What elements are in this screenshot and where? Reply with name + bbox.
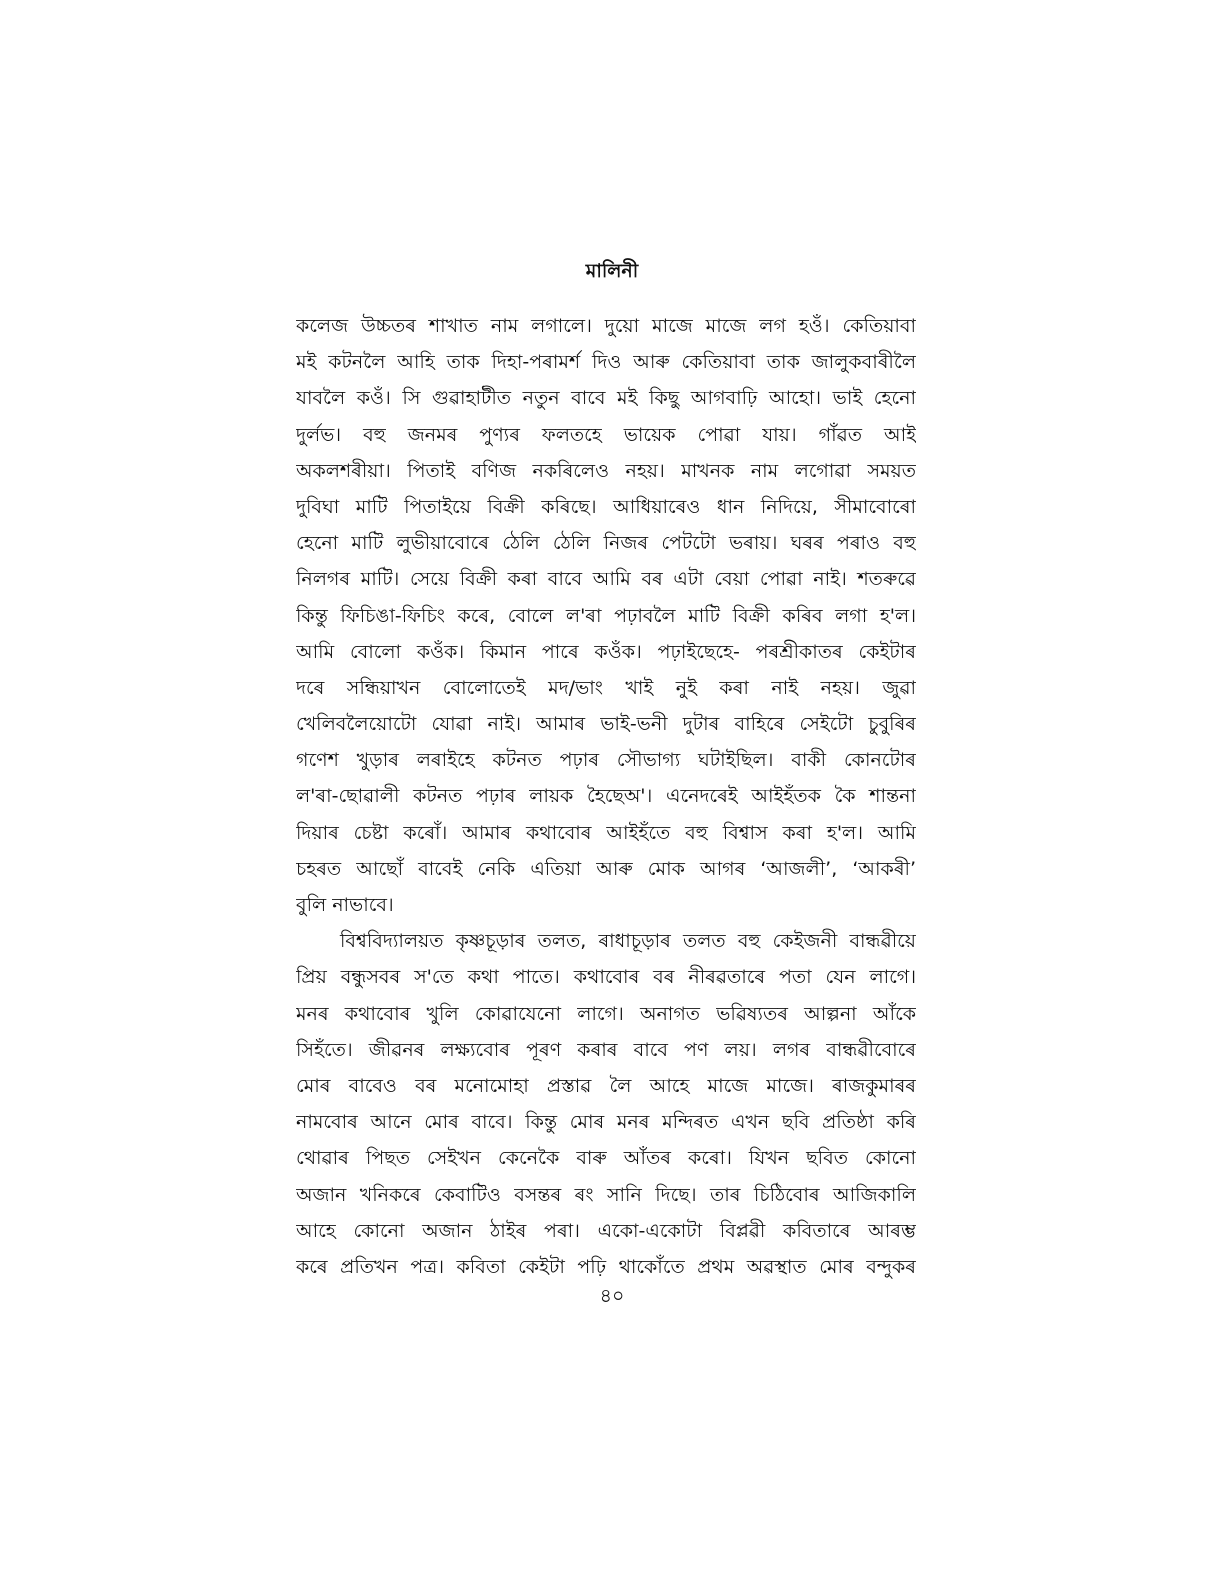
text-line: দিয়াৰ চেষ্টা কৰোঁ। আমাৰ কথাবোৰ আইহঁতে বহু বিশ্বাস কৰা হ'ল। আমি: [296, 821, 916, 844]
body-text: [296, 308, 916, 1285]
paragraph-1: [296, 308, 916, 923]
running-header: মালিনী: [585, 260, 639, 282]
text-line: নিলগৰ মাটি। সেয়ে বিক্ৰী কৰা বাবে আমি বৰ এটা বেয়া পোৱা নাই। শতৰুৱে: [296, 568, 916, 591]
text-line: মনৰ কথাবোৰ খুলি কোৱাযেনো লাগে। অনাগত ভৱিষ্যতৰ আল্পনা আঁকে: [296, 1002, 916, 1025]
text-line: বুলি নাভাবে।: [296, 894, 394, 916]
text-line: আহে কোনো অজান ঠাইৰ পৰা। একো-একোটা বিপ্লৱী কবিতাৰে আৰম্ভ: [296, 1219, 916, 1242]
text-line: গণেশ খুড়াৰ লৰাইহে কটনত পঢ়াৰ সৌভাগ্য ঘটাইছিল। বাকী কোনটোৰ: [296, 749, 916, 772]
text-line: বিশ্ববিদ্যালয়ত কৃষ্ণচূড়াৰ তলত, ৰাধাচূড়াৰ তলত বহু কেইজনী বান্ধৱীয়ে: [340, 930, 916, 953]
text-line: অকলশৰীয়া। পিতাই বণিজ নকৰিলেও নহয়। মাখনক নাম লগোৱা সময়ত: [296, 459, 916, 482]
text-line: যাবলৈ কওঁ। সি গুৱাহাটীত নতুন বাবে মই কিছু আগবাঢ়ি আহো। ভাই হেনো: [296, 387, 916, 410]
text-line: খেলিবলৈয়োটো যোৱা নাই। আমাৰ ভাই-ভনী দুটাৰ বাহিৰে সেইটো চুবুৰিৰ: [296, 713, 916, 736]
text-line: সিহঁতে। জীৱনৰ লক্ষ্যবোৰ পূৰণ কৰাৰ বাবে পণ লয়। লগৰ বান্ধৱীবোৰে: [296, 1038, 916, 1061]
text-line: দুৰ্লভ। বহু জনমৰ পুণ্যৰ ফলতহে ভায়েক পোৱা যায়। গাঁৱত আই: [296, 423, 916, 446]
paragraph-2: [296, 923, 916, 1285]
text-line: কলেজ উচ্চতৰ শাখাত নাম লগালে। দুয়ো মাজে মাজে লগ হওঁ। কেতিয়াবা: [296, 315, 916, 337]
page-number: ৪০: [599, 1285, 625, 1307]
text-line: চহৰত আছোঁ বাবেই নেকি এতিয়া আৰু মোক আগৰ ‘আজলী’, ‘আকৰী’: [296, 857, 916, 880]
text-line: কৰে প্ৰতিখন পত্ৰ। কবিতা কেইটা পঢ়ি থাকোঁতে প্ৰথম অৱস্থাত মোৰ বন্দুকৰ: [296, 1255, 916, 1278]
text-line: আমি বোলো কওঁক। কিমান পাৰে কওঁক। পঢ়াইছেহে- পৰশ্ৰীকাতৰ কেইটাৰ: [296, 640, 916, 663]
text-line: প্ৰিয় বন্ধুসবৰ স'তে কথা পাতে। কথাবোৰ বৰ নীৰৱতাৰে পতা যেন লাগে।: [296, 966, 916, 989]
text-line: দুবিঘা মাটি পিতাইয়ে বিক্ৰী কৰিছে। আধিয়াৰেও ধান নিদিয়ে, সীমাবোৰো: [296, 495, 916, 518]
text-line: অজান খনিকৰে কেবাটিও বসন্তৰ ৰং সানি দিছে। তাৰ চিঠিবোৰ আজিকালি: [296, 1183, 916, 1206]
text-line: দৰে সন্ধিয়াখন বোলোতেই মদ/ভাং খাই নুই কৰা নাই নহয়। জুৱা: [296, 676, 916, 699]
text-line: থোৱাৰ পিছত সেইখন কেনেকৈ বাৰু আঁতৰ কৰো। যিখন ছবিত কোনো: [296, 1147, 916, 1170]
text-line: মোৰ বাবেও বৰ মনোমোহা প্ৰস্তাৱ লৈ আহে মাজে মাজে। ৰাজকুমাৰৰ: [296, 1074, 916, 1097]
text-line: হেনো মাটি লুভীয়াবোৰে ঠেলি ঠেলি নিজৰ পেটটো ভৰায়। ঘৰৰ পৰাও বহু: [296, 532, 916, 555]
text-line: কিন্তু ফিচিঙা-ফিচিং কৰে, বোলে ল'ৰা পঢ়াবলৈ মাটি বিক্ৰী কৰিব লগা হ'ল।: [296, 604, 916, 627]
text-line: ল'ৰা-ছোৱালী কটনত পঢ়াৰ লায়ক হৈছেঅ'। এনেদৰেই আইহঁতক কৈ শান্তনা: [296, 785, 916, 808]
text-line: মই কটনলৈ আহি তাক দিহা-পৰামৰ্শ দিও আৰু কেতিয়াবা তাক জালুকবাৰীলৈ: [296, 351, 916, 374]
text-line: নামবোৰ আনে মোৰ বাবে। কিন্তু মোৰ মনৰ মন্দিৰত এখন ছবি প্ৰতিষ্ঠা কৰি: [296, 1111, 916, 1134]
